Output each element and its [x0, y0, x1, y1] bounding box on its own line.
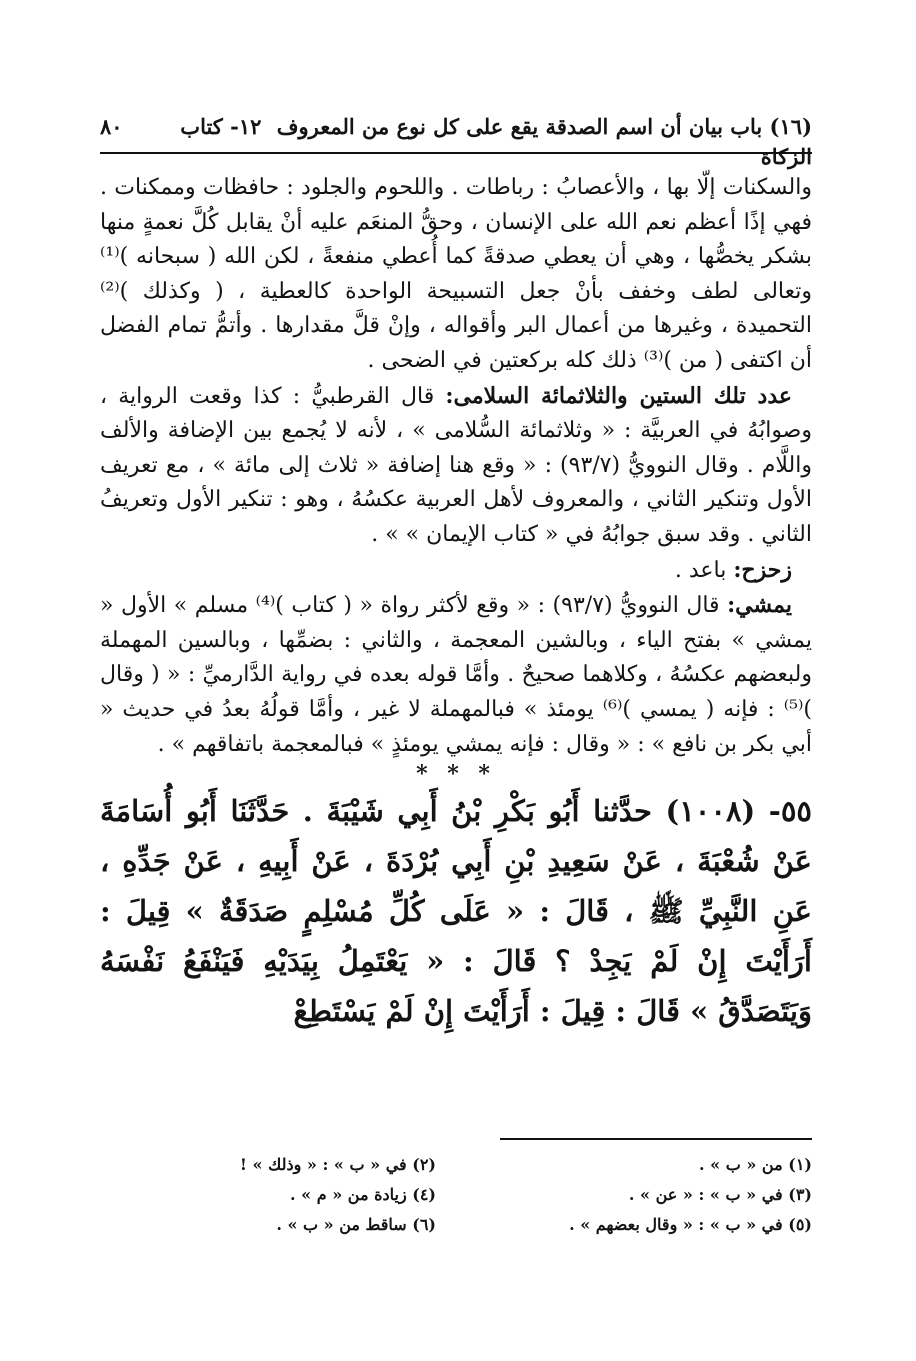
commentary-body [100, 170, 812, 1036]
footnotes [100, 1150, 812, 1240]
footnote-number: (٤) [412, 1185, 436, 1204]
paragraph-text: قال النوويُّ (٩٣/٧) : « وقع لأكثر رواة « ( كتاب )⁽⁴⁾ مسلم » الأول « يمشي » بفتح الياء ، وبالشين المعجمة ، والثاني : بضمِّها ، وبالسين المهملة ولبعضهم عكسُهُ ، وكلاهما صحيحٌ . وأمَّا قوله بعده في رواية الدَّارميِّ : « ( وقال )⁽⁵⁾ : فإنه ( يمسي )⁽⁶⁾ يومئذ » فبالمهملة لا غير ، وأمَّا قولُهُ بعدُ في حديث « أبي بكر بن نافع » : « وقال : فإنه يمشي يومئذٍ » فبالمعجمة باتفاقهم » . [100, 593, 812, 757]
footnote [476, 1180, 812, 1210]
footnote-number: (٣) [788, 1185, 812, 1204]
page-number: ٨٠ [100, 114, 123, 139]
paragraph-text: والسكنات إلّا بها ، والأعصابُ : رباطات . واللحوم والجلود : حافظات وممكنات . فهي إذًا أعظم نعم الله على الإنسان ، وحقُّ المنعَم عليه أنْ يقابل كُلَّ نعمةٍ منها بشكر يخصُّها ، وهي أن يعطي صدقةً كما أُعطي منفعةً ، لكن الله ( سبحانه )⁽¹⁾ وتعالى لطف وخفف بأنْ جعل التسبيحة الواحدة كالعطية ، ( وكذلك )⁽²⁾ التحميدة ، وغيرها من أعمال البر وأقواله ، وإنْ قلَّ مقدارها . وأتمُّ تمام الفضل أن اكتفى ( من )⁽³⁾ ذلك كله بركعتين في الضحى . [100, 175, 812, 373]
footnote-text: زيادة من « م » . [290, 1185, 407, 1204]
footnote [476, 1150, 812, 1180]
page-header [100, 112, 812, 172]
hadith-number: ٥٥- (١٠٠٨) [665, 794, 812, 829]
footnote [100, 1210, 436, 1240]
footnote [100, 1150, 436, 1180]
footnote-text: ساقط من « ب » . [276, 1215, 407, 1234]
footnote-number: (٦) [412, 1215, 436, 1234]
chapter-title: (١٦) باب بيان أن اسم الصدقة يقع على كل نوع من المعروف [276, 114, 812, 139]
footnote-text: في « ب » : « وقال بعضهم » . [569, 1215, 783, 1234]
footnote-number: (١) [788, 1155, 812, 1174]
footnote-divider [500, 1138, 812, 1140]
hadith-body: حدَّثنا أَبُو بَكْرِ بْنُ أَبِي شَيْبَةَ . حَدَّثَنَا أَبُو أُسَامَةَ عَنْ شُعْبَةَ ، عَنْ سَعِيدِ بْنِ أَبِي بُرْدَةَ ، عَنْ أَبِيهِ ، عَنْ جَدِّهِ ، عَنِ النَّبِيِّ ﷺ ، قَالَ : « عَلَى كُلِّ مُسْلِمٍ صَدَقَةٌ » قِيلَ : أَرَأَيْتَ إِنْ لَمْ يَجِدْ ؟ قَالَ : « يَعْتَمِلُ بِيَدَيْهِ فَيَنْفَعُ نَفْسَهُ وَيَتَصَدَّقُ » قَالَ : قِيلَ : أَرَأَيْتَ إِنْ لَمْ يَسْتَطِعْ [100, 794, 812, 1029]
book-title: ١٢- كتاب الزكاة [180, 114, 812, 169]
footnote-number: (٢) [412, 1155, 436, 1174]
glossary-term: زحزح: [733, 556, 792, 583]
glossary-term: عدد تلك الستين والثلاثمائة السلامى: [445, 382, 792, 409]
header-divider [100, 152, 812, 154]
footnote-text: في « ب » : « عن » . [628, 1185, 783, 1204]
commentary-paragraph [100, 553, 812, 589]
page-header-title [123, 112, 812, 172]
footnote [476, 1210, 812, 1240]
commentary-paragraph [100, 170, 812, 379]
paragraph-text: قال القرطبيُّ : كذا وقعت الرواية ، وصوابُهُ في العربيَّة : « وثلاثمائة السُّلامى » ، لأنه لا يُجمع بين الإضافة والألف واللَّام . وقال النوويُّ (٩٣/٧) : « وقع هنا إضافة « ثلاث إلى مائة » ، مع تعريف الأول وتنكير الثاني ، والمعروف لأهل العربية عكسُهُ ، وهو : تنكير الأول وتعريفُ الثاني . وقد سبق جوابُهُ في « كتاب الإيمان » » . [100, 383, 812, 547]
section-separator: * * * [416, 761, 496, 788]
footnote [100, 1180, 436, 1210]
footnote-text: في « ب » : « وذلك » ! [239, 1155, 407, 1174]
footnote-text: من « ب » . [699, 1155, 783, 1174]
glossary-term: يمشي: [727, 592, 792, 619]
commentary-paragraph [100, 379, 812, 553]
hadith-text [100, 786, 812, 1036]
footnote-number: (٥) [788, 1215, 812, 1234]
commentary-paragraph [100, 588, 812, 762]
paragraph-text: باعد . [674, 557, 734, 583]
